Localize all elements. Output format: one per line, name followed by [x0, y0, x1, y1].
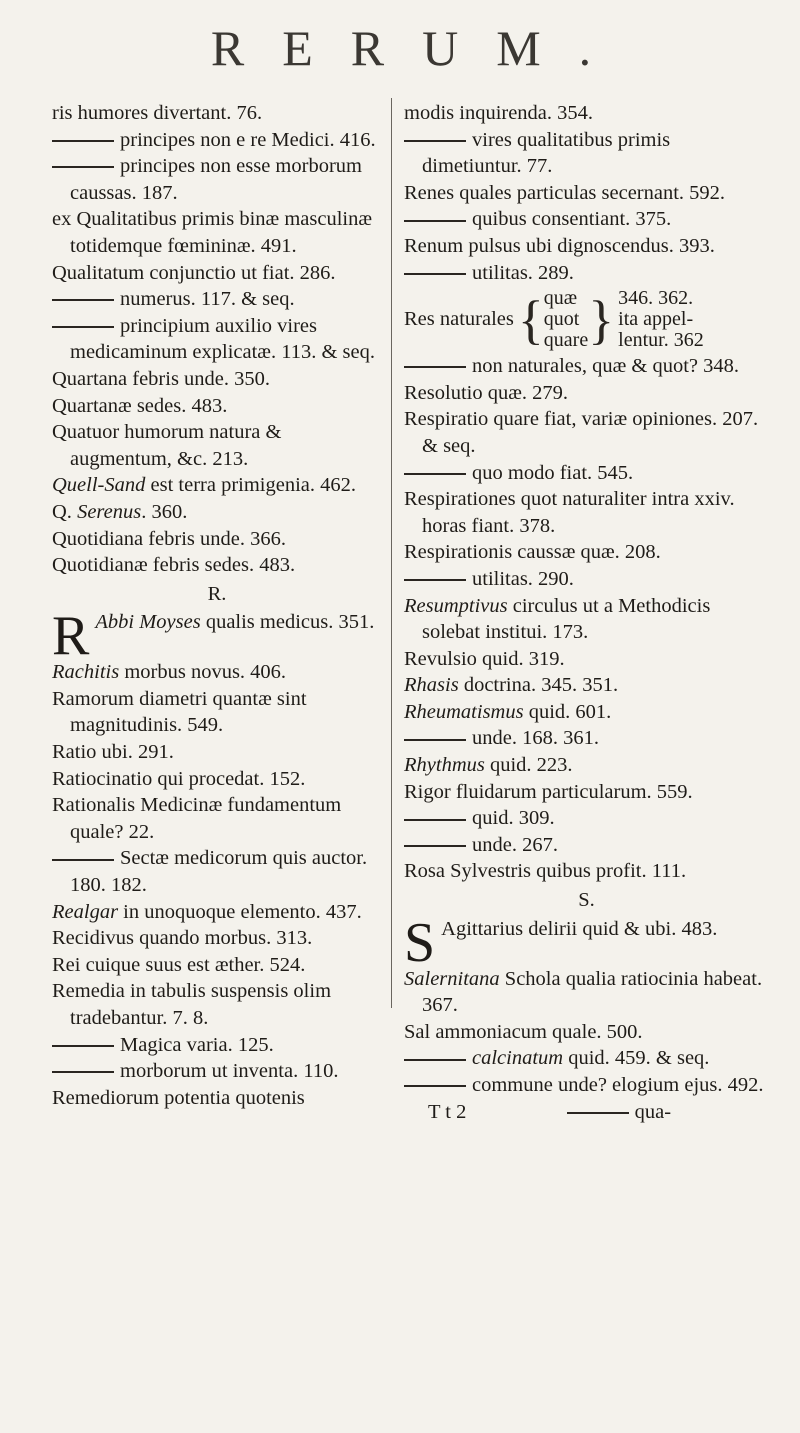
index-entry: Qualitatum conjunctio ut fiat. 286. — [52, 261, 336, 284]
index-entry: Rei cuique suus est æther. 524. — [52, 953, 306, 976]
ditto-dash — [52, 1071, 114, 1073]
index-entry: Quell-Sand est terra primigenia. 462. — [52, 474, 357, 497]
index-entry: Quartana febris unde. 350. — [52, 367, 271, 390]
index-entry: principium auxilio vires medicaminum explicatæ. 113. & seq. — [52, 313, 382, 366]
section-letter-s: S. — [578, 889, 595, 912]
index-entry: Realgar in unoquoque elemento. 437. — [52, 900, 362, 923]
ditto-dash — [404, 1085, 466, 1087]
index-entry: Respiratio quare fiat, variæ opiniones. 207. & seq. — [404, 408, 759, 457]
index-entry: Rationalis Medicinæ fundamentum quale? 22. — [52, 794, 342, 843]
index-entry: utilitas. 289. — [404, 260, 769, 287]
index-entry: Quartanæ sedes. 483. — [52, 394, 228, 417]
ditto-dash — [404, 819, 466, 821]
ditto-dash — [404, 220, 466, 222]
index-entry: unde. 168. 361. — [404, 725, 769, 752]
index-entry: Respirationes quot naturaliter intra xxiv. horas fiant. 378. — [404, 488, 735, 537]
brace-terms: quæ quot quare — [543, 287, 589, 352]
index-entry: quid. 309. — [404, 805, 769, 832]
index-entry: S Agittarius delirii quid & ubi. 483. — [404, 911, 718, 974]
left-column — [52, 100, 382, 1111]
footer-line — [404, 1099, 769, 1126]
res-naturales-brace — [404, 288, 769, 351]
ditto-dash — [404, 140, 466, 142]
column-divider — [391, 98, 392, 1008]
ditto-dash — [404, 273, 466, 275]
catchword: qua- — [634, 1100, 672, 1123]
index-entry: Quotidianæ febris sedes. 483. — [52, 554, 296, 577]
index-entry: Renes quales particulas secernant. 592. — [404, 181, 726, 204]
index-entry: commune unde? elogium ejus. 492. — [404, 1072, 769, 1099]
ditto-dash — [52, 859, 114, 861]
index-entry: Sectæ medicorum quis auctor. 180. 182. — [52, 845, 382, 898]
index-entry: Salernitana Schola qualia ratiocinia habeat. 367. — [404, 967, 763, 1017]
ditto-dash — [52, 140, 114, 142]
ditto-dash — [404, 1059, 466, 1061]
open-brace-icon: { — [517, 289, 544, 350]
index-entry: principes non esse morborum caussas. 187. — [52, 153, 382, 206]
index-entry: non naturales, quæ & quot? 348. — [404, 353, 769, 380]
index-entry: Rosa Sylvestris quibus profit. 111. — [404, 860, 687, 883]
index-entry: R Abbi Moyses qualis medicus. 351. — [52, 605, 375, 668]
index-entry: Resolutio quæ. 279. — [404, 381, 569, 404]
brace-values: 346. 362. ita appel- lentur. 362 — [618, 287, 704, 352]
index-entry: Quatuor humorum natura & augmentum, &c. 213. — [52, 421, 282, 470]
index-entry: ris humores divertant. 76. — [52, 102, 263, 124]
index-entry: Resumptivus circulus ut a Methodicis solebat institui. 173. — [404, 594, 711, 644]
ditto-dash — [404, 366, 466, 368]
ditto-dash — [52, 326, 114, 328]
drop-cap: R — [52, 605, 90, 668]
index-entry: unde. 267. — [404, 832, 769, 859]
ditto-dash — [404, 579, 466, 581]
ditto-dash — [404, 845, 466, 847]
index-entry: Sal ammoniacum quale. 500. — [404, 1020, 643, 1043]
ditto-dash — [567, 1112, 629, 1114]
ditto-dash — [404, 473, 466, 475]
index-entry: numerus. 117. & seq. — [52, 286, 382, 313]
index-entry: Recidivus quando morbus. 313. — [52, 927, 313, 950]
index-entry: modis inquirenda. 354. — [404, 102, 594, 124]
brace-label: Res naturales — [404, 308, 514, 331]
ditto-dash — [52, 1045, 114, 1047]
index-entry: ex Qualitatibus primis binæ masculinæ totidemque fœmininæ. 491. — [52, 208, 373, 257]
index-entry: morborum ut inventa. 110. — [52, 1058, 382, 1085]
index-entry: Revulsio quid. 319. — [404, 647, 565, 670]
index-entry: Rheumatismus quid. 601. — [404, 700, 612, 723]
index-entry: Ramorum diametri quantæ sint magnitudinis. 549. — [52, 687, 307, 737]
index-entry: Respirationis caussæ quæ. 208. — [404, 541, 661, 564]
index-entry: quo modo fiat. 545. — [404, 460, 769, 487]
index-entry: Remediorum potentia quotenis — [52, 1086, 305, 1109]
index-entry: Rachitis morbus novus. 406. — [52, 661, 287, 684]
ditto-dash — [52, 299, 114, 301]
signature-mark: T t 2 — [428, 1100, 467, 1123]
index-entry: Q. Serenus. 360. — [52, 500, 188, 523]
index-entry: vires qualitatibus primis dimetiuntur. 77. — [404, 127, 769, 180]
drop-cap: S — [404, 911, 436, 974]
index-entry: calcinatum quid. 459. & seq. — [404, 1045, 769, 1072]
close-brace-icon: } — [588, 289, 615, 350]
running-header: RERUM. — [210, 20, 630, 76]
section-letter-r: R. — [207, 582, 227, 605]
index-entry: utilitas. 290. — [404, 566, 769, 593]
index-entry: Quotidiana febris unde. 366. — [52, 527, 286, 550]
index-entry: Renum pulsus ubi dignoscendus. 393. — [404, 234, 715, 257]
ditto-dash — [404, 739, 466, 741]
index-entry: Ratiocinatio qui procedat. 152. — [52, 767, 306, 790]
index-entry: Rigor fluidarum particularum. 559. — [404, 780, 693, 803]
index-entry: Rhythmus quid. 223. — [404, 754, 573, 777]
index-entry: Ratio ubi. 291. — [52, 741, 174, 764]
index-entry: Rhasis doctrina. 345. 351. — [404, 674, 619, 697]
index-entry: principes non e re Medici. 416. — [52, 127, 382, 154]
index-entry: quibus consentiant. 375. — [404, 206, 769, 233]
index-entry: Remedia in tabulis suspensis olim tradebantur. 7. 8. — [52, 980, 332, 1029]
index-entry: Magica varia. 125. — [52, 1032, 382, 1059]
ditto-dash — [52, 166, 114, 168]
right-column — [404, 100, 769, 1125]
